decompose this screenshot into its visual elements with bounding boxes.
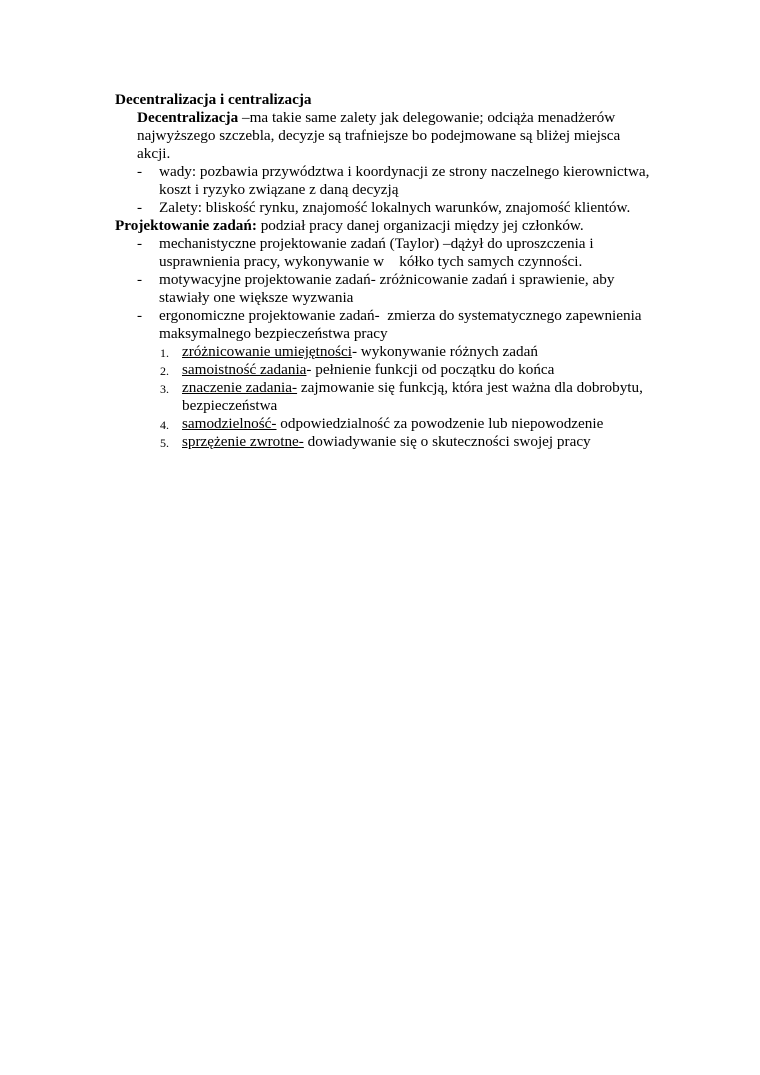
item-term: samoistność zadania: [182, 361, 307, 378]
task-design-term: Projektowanie zadań:: [115, 217, 257, 234]
item-number: 5.: [160, 436, 169, 450]
item-text: zajmowanie się funkcją, która jest ważna dla dobrobytu, bezpieczeństwa: [182, 379, 643, 414]
task-design-text: podział pracy danej organizacji między jej członków.: [256, 217, 584, 234]
dash-bullet: -: [137, 307, 143, 324]
dash-bullet: -: [137, 271, 143, 288]
list-item-text: ergonomiczne projektowanie zadań- zmierza do systematycznego zapewnienia maksymalnego bezpieczeństwa pracy: [159, 307, 646, 342]
task-design-paragraph: [115, 217, 655, 235]
decentralization-term: Decentralizacja: [137, 109, 239, 126]
item-text: - wykonywanie różnych zadań: [351, 343, 538, 360]
item-number: 3.: [160, 382, 169, 396]
numbered-item: [115, 361, 655, 379]
item-term: znaczenie zadania-: [182, 379, 298, 396]
dash-bullet: -: [137, 163, 143, 180]
item-text: odpowiedzialność za powodzenie lub niepowodzenie: [276, 415, 604, 432]
numbered-item: [115, 343, 655, 361]
item-term: sprzężenie zwrotne-: [182, 433, 304, 450]
item-term: samodzielność-: [182, 415, 277, 432]
item-number: 2.: [160, 364, 169, 378]
list-item: [115, 307, 655, 343]
numbered-item: [115, 379, 655, 415]
item-term: zróżnicowanie umiejętności: [182, 343, 352, 360]
list-item: [115, 199, 655, 217]
numbered-item: [115, 433, 655, 451]
list-item-text: Zalety: bliskość rynku, znajomość lokalnych warunków, znajomość klientów.: [159, 199, 631, 216]
item-number: 1.: [160, 346, 169, 360]
list-item: [115, 271, 655, 307]
dash-bullet: -: [137, 235, 143, 252]
list-item-text: wady: pozbawia przywództwa i koordynacji ze strony naczelnego kierownictwa, koszt i ryzyko związane z daną decyzją: [159, 163, 650, 198]
list-item: [115, 163, 655, 199]
list-item: [115, 235, 655, 271]
item-number: 4.: [160, 418, 169, 432]
document-body: [115, 91, 655, 451]
item-text: - pełnienie funkcji od początku do końca: [306, 361, 555, 378]
decentralization-paragraph: [115, 109, 655, 163]
section-heading: Decentralizacja i centralizacja: [115, 91, 312, 108]
decentralization-text: –ma takie same zalety jak delegowanie; odciąża menadżerów najwyższego szczebla, decyzje są trafniejsze bo podejmowane są bliżej miejsca akcji.: [137, 109, 621, 162]
numbered-item: [115, 415, 655, 433]
list-item-text: motywacyjne projektowanie zadań- zróżnicowanie zadań i sprawienie, aby stawiały one większe wyzwania: [159, 271, 615, 306]
dash-bullet: -: [137, 199, 143, 216]
list-item-text: mechanistyczne projektowanie zadań (Taylor) –dążył do uproszczenia i usprawnienia pracy, wykonywanie w kółko tych samych czynności.: [159, 235, 598, 270]
item-text: dowiadywanie się o skuteczności swojej pracy: [303, 433, 591, 450]
